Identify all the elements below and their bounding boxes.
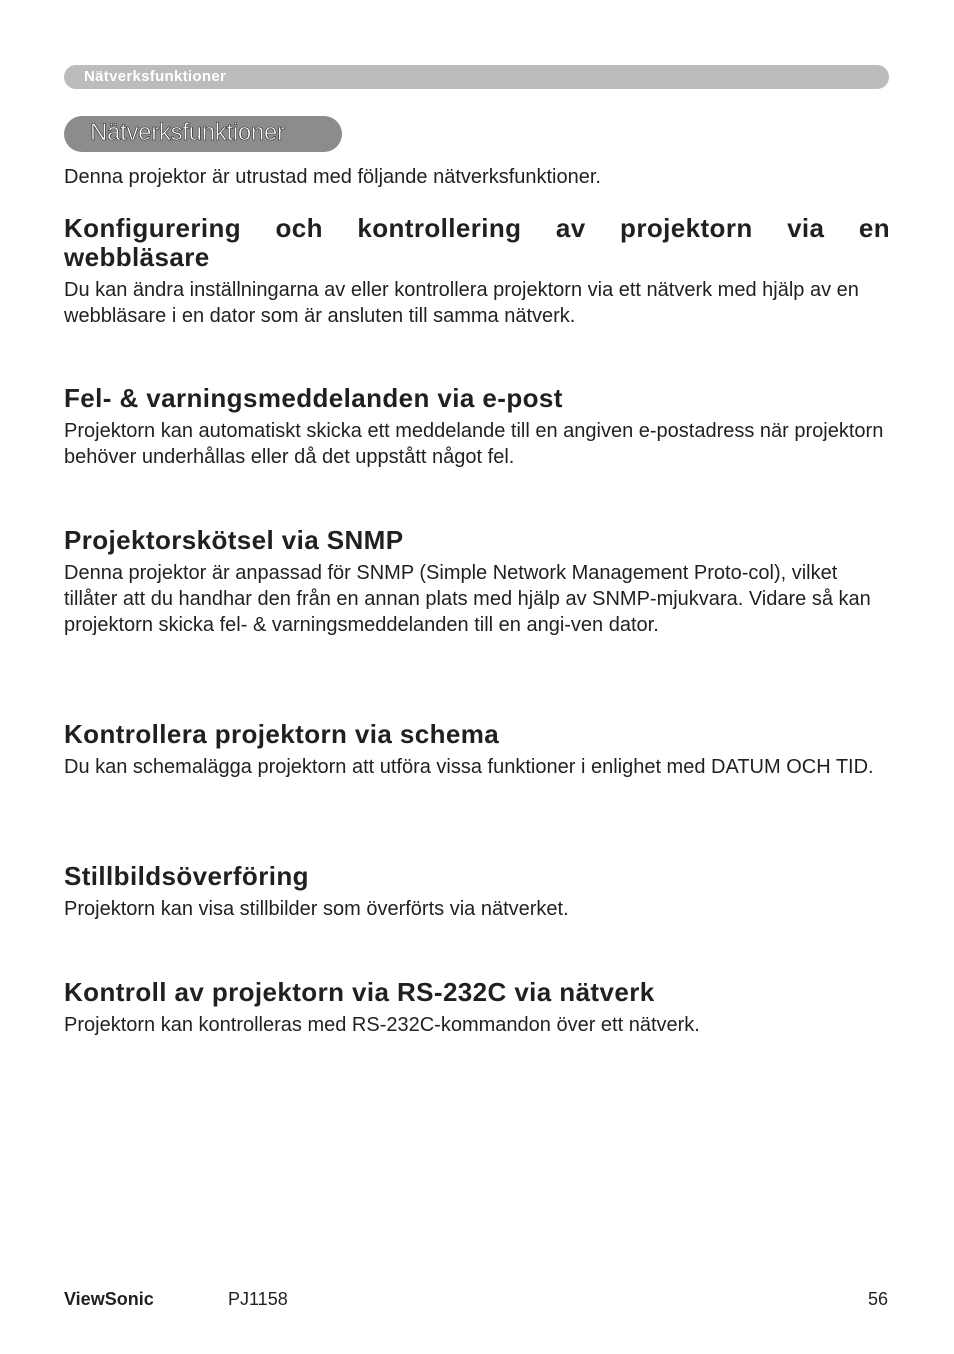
section-heading: Stillbildsöverföring [64, 861, 309, 891]
footer-model: PJ1158 [228, 1289, 288, 1309]
running-header-bar [64, 65, 889, 89]
section-heading: Konfigurering och kontrollering av projektorn via en webbläsare [64, 213, 890, 272]
intro-text: Denna projektor är utrustad med följande nätverksfunktioner. [64, 166, 601, 188]
section-body: Du kan schemalägga projektorn att utföra vissa funktioner i enlighet med DATUM OCH TID. [64, 756, 874, 778]
section-body: Denna projektor är anpassad för SNMP (Simple Network Management Proto-col), vilket tillåter att du handhar den från en annan plats med hjälp av SNMP-mjukvara. Vidare så kan projektorn skicka fel- & varningsmeddelanden till en angi-ven dator. [64, 562, 871, 636]
section-heading: Kontrollera projektorn via schema [64, 719, 500, 749]
page-title-pill [64, 116, 342, 152]
section-rs232c-network [64, 978, 890, 1038]
section-body: Projektorn kan automatiskt skicka ett meddelande till en angiven e-postadress när projektorn behöver underhållas eller då det uppstått något fel. [64, 420, 884, 468]
footer-brand: ViewSonic [64, 1289, 154, 1309]
section-body: Du kan ändra inställningarna av eller kontrollera projektorn via ett nätverk med hjälp av en webbläsare i en dator som är ansluten till samma nätverk. [64, 279, 859, 327]
section-email-alerts [64, 384, 890, 470]
running-header-label: Nätverksfunktioner [84, 68, 227, 85]
page-title: Nätverksfunktioner [90, 119, 285, 146]
section-schedule [64, 720, 890, 780]
section-heading: Fel- & varningsmeddelanden via e-post [64, 383, 563, 413]
section-body: Projektorn kan kontrolleras med RS-232C-kommandon över ett nätverk. [64, 1014, 700, 1036]
section-snmp [64, 526, 890, 638]
footer-page-number: 56 [868, 1289, 889, 1309]
section-web-browser [64, 214, 890, 329]
section-body: Projektorn kan visa stillbilder som överförts via nätverket. [64, 898, 569, 920]
section-heading: Kontroll av projektorn via RS-232C via nätverk [64, 977, 655, 1007]
section-heading: Projektorskötsel via SNMP [64, 525, 404, 555]
section-still-image-transfer [64, 862, 890, 922]
